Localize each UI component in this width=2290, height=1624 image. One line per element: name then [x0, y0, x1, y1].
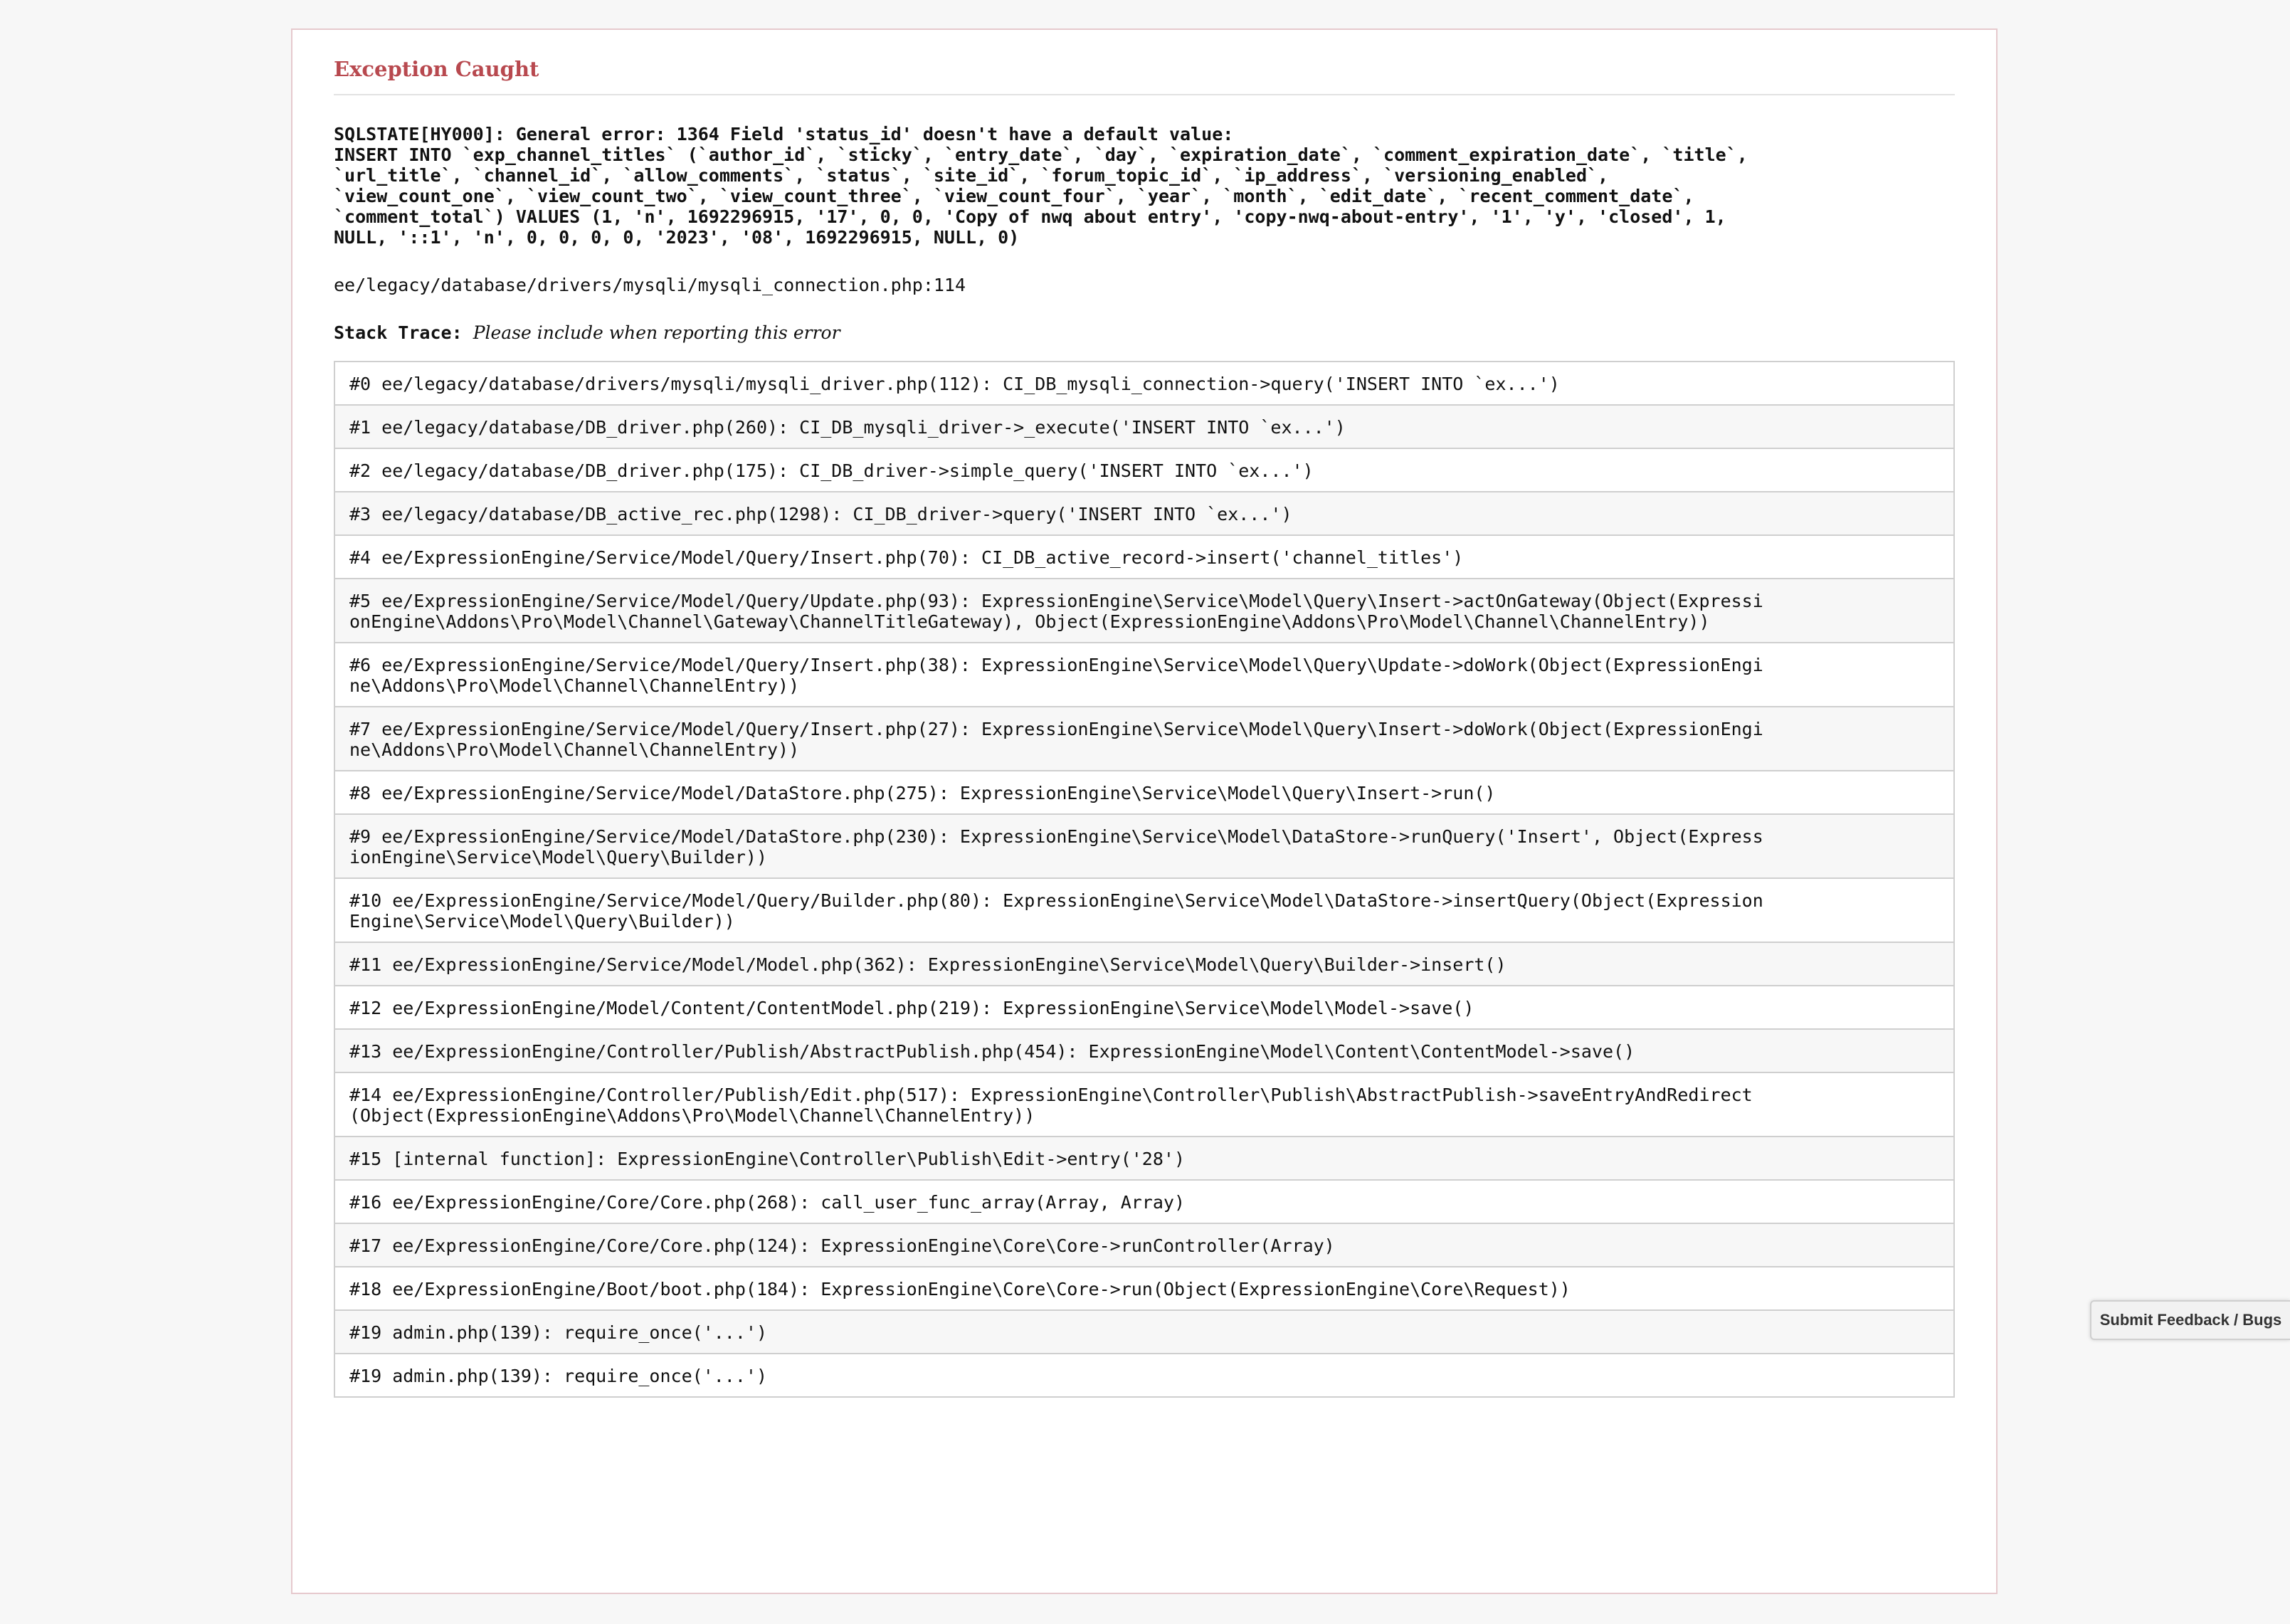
submit-feedback-button[interactable]: Submit Feedback / Bugs [2090, 1300, 2290, 1340]
stack-trace-row: #19 admin.php(139): require_once('...') [335, 1353, 1953, 1396]
stack-trace-row: #8 ee/ExpressionEngine/Service/Model/DataStore.php(275): ExpressionEngine\Service\Model\Query\Insert->run() [335, 770, 1953, 813]
stack-trace-row: #18 ee/ExpressionEngine/Boot/boot.php(184): ExpressionEngine\Core\Core->run(Object(ExpressionEngine\Core\Request)) [335, 1266, 1953, 1309]
stack-trace-row: #15 [internal function]: ExpressionEngine\Controller\Publish\Edit->entry('28') [335, 1136, 1953, 1179]
stack-trace-row: #7 ee/ExpressionEngine/Service/Model/Query/Insert.php(27): ExpressionEngine\Service\Model\Query\Insert->doWork(Object(ExpressionEngi ne\Addons\Pro\Model\Channel\ChannelEntry)) [335, 706, 1953, 770]
stack-trace-row: #14 ee/ExpressionEngine/Controller/Publish/Edit.php(517): ExpressionEngine\Controller\Publish\AbstractPublish->saveEntryAndRedirect (Object(ExpressionEngine\Addons\Pro\Model\Channel\ChannelEntry)) [335, 1072, 1953, 1136]
stack-trace-heading [334, 322, 1955, 343]
stack-trace-row: #16 ee/ExpressionEngine/Core/Core.php(268): call_user_func_array(Array, Array) [335, 1179, 1953, 1223]
error-file-location: ee/legacy/database/drivers/mysqli/mysqli_connection.php:114 [334, 275, 966, 295]
stack-trace-row: #11 ee/ExpressionEngine/Service/Model/Model.php(362): ExpressionEngine\Service\Model\Query\Builder->insert() [335, 942, 1953, 985]
stack-trace-row: #4 ee/ExpressionEngine/Service/Model/Query/Insert.php(70): CI_DB_active_record->insert('channel_titles') [335, 534, 1953, 578]
exception-title: Exception Caught [334, 57, 1955, 95]
exception-panel [291, 28, 1998, 1594]
error-message: SQLSTATE[HY000]: General error: 1364 Field 'status_id' doesn't have a default value: INSERT INTO `exp_channel_titles` (`author_id`, `sticky`, `entry_date`, `day`, `expiration_date`, `comment_expiration_date`, `title`, `url_title`, `channel_id`, `allow_comments`, `status`, `site_id`, `forum_topic_id`, `ip_address`, `versioning_enabled`, `view_count_one`, `view_count_two`, `view_count_three`, `view_count_four`, `year`, `month`, `edit_date`, `recent_comment_date`, `comment_total`) VALUES (1, 'n', 1692296915, '17', 0, 0, 'Copy of nwq about entry', 'copy-nwq-about-entry', '1', 'y', 'closed', 1, NULL, '::1', 'n', 0, 0, 0, 0, '2023', '08', 1692296915, NULL, 0) [334, 124, 1748, 248]
stack-trace-row: #19 admin.php(139): require_once('...') [335, 1309, 1953, 1353]
stack-trace-list [334, 361, 1955, 1398]
stack-trace-row: #2 ee/legacy/database/DB_driver.php(175): CI_DB_driver->simple_query('INSERT INTO `ex...') [335, 448, 1953, 491]
stack-trace-row: #17 ee/ExpressionEngine/Core/Core.php(124): ExpressionEngine\Core\Core->runController(Array) [335, 1223, 1953, 1266]
stack-trace-label: Stack Trace: [334, 322, 463, 343]
stack-trace-row: #9 ee/ExpressionEngine/Service/Model/DataStore.php(230): ExpressionEngine\Service\Model\DataStore->runQuery('Insert', Object(Express ionEngine\Service\Model\Query\Builder)) [335, 813, 1953, 877]
stack-trace-note: Please include when reporting this error [473, 322, 840, 343]
stack-trace-row: #3 ee/legacy/database/DB_active_rec.php(1298): CI_DB_driver->query('INSERT INTO `ex...') [335, 491, 1953, 534]
stack-trace-row: #6 ee/ExpressionEngine/Service/Model/Query/Insert.php(38): ExpressionEngine\Service\Model\Query\Update->doWork(Object(ExpressionEngi ne\Addons\Pro\Model\Channel\ChannelEntry)) [335, 642, 1953, 706]
stack-trace-row: #10 ee/ExpressionEngine/Service/Model/Query/Builder.php(80): ExpressionEngine\Service\Model\DataStore->insertQuery(Object(Expression Engine\Service\Model\Query\Builder)) [335, 877, 1953, 942]
stack-trace-row: #12 ee/ExpressionEngine/Model/Content/ContentModel.php(219): ExpressionEngine\Service\Model\Model->save() [335, 985, 1953, 1028]
stack-trace-row: #0 ee/legacy/database/drivers/mysqli/mysqli_driver.php(112): CI_DB_mysqli_connection->query('INSERT INTO `ex...') [335, 362, 1953, 404]
stack-trace-row: #5 ee/ExpressionEngine/Service/Model/Query/Update.php(93): ExpressionEngine\Service\Model\Query\Insert->actOnGateway(Object(Expressi onEngine\Addons\Pro\Model\Channel\Gateway\ChannelTitleGateway), Object(ExpressionEngine\Addons\Pro\Model\Channel\ChannelEntry)) [335, 578, 1953, 642]
stack-trace-row: #13 ee/ExpressionEngine/Controller/Publish/AbstractPublish.php(454): ExpressionEngine\Model\Content\ContentModel->save() [335, 1028, 1953, 1072]
stack-trace-row: #1 ee/legacy/database/DB_driver.php(260): CI_DB_mysqli_driver->_execute('INSERT INTO `ex...') [335, 404, 1953, 448]
